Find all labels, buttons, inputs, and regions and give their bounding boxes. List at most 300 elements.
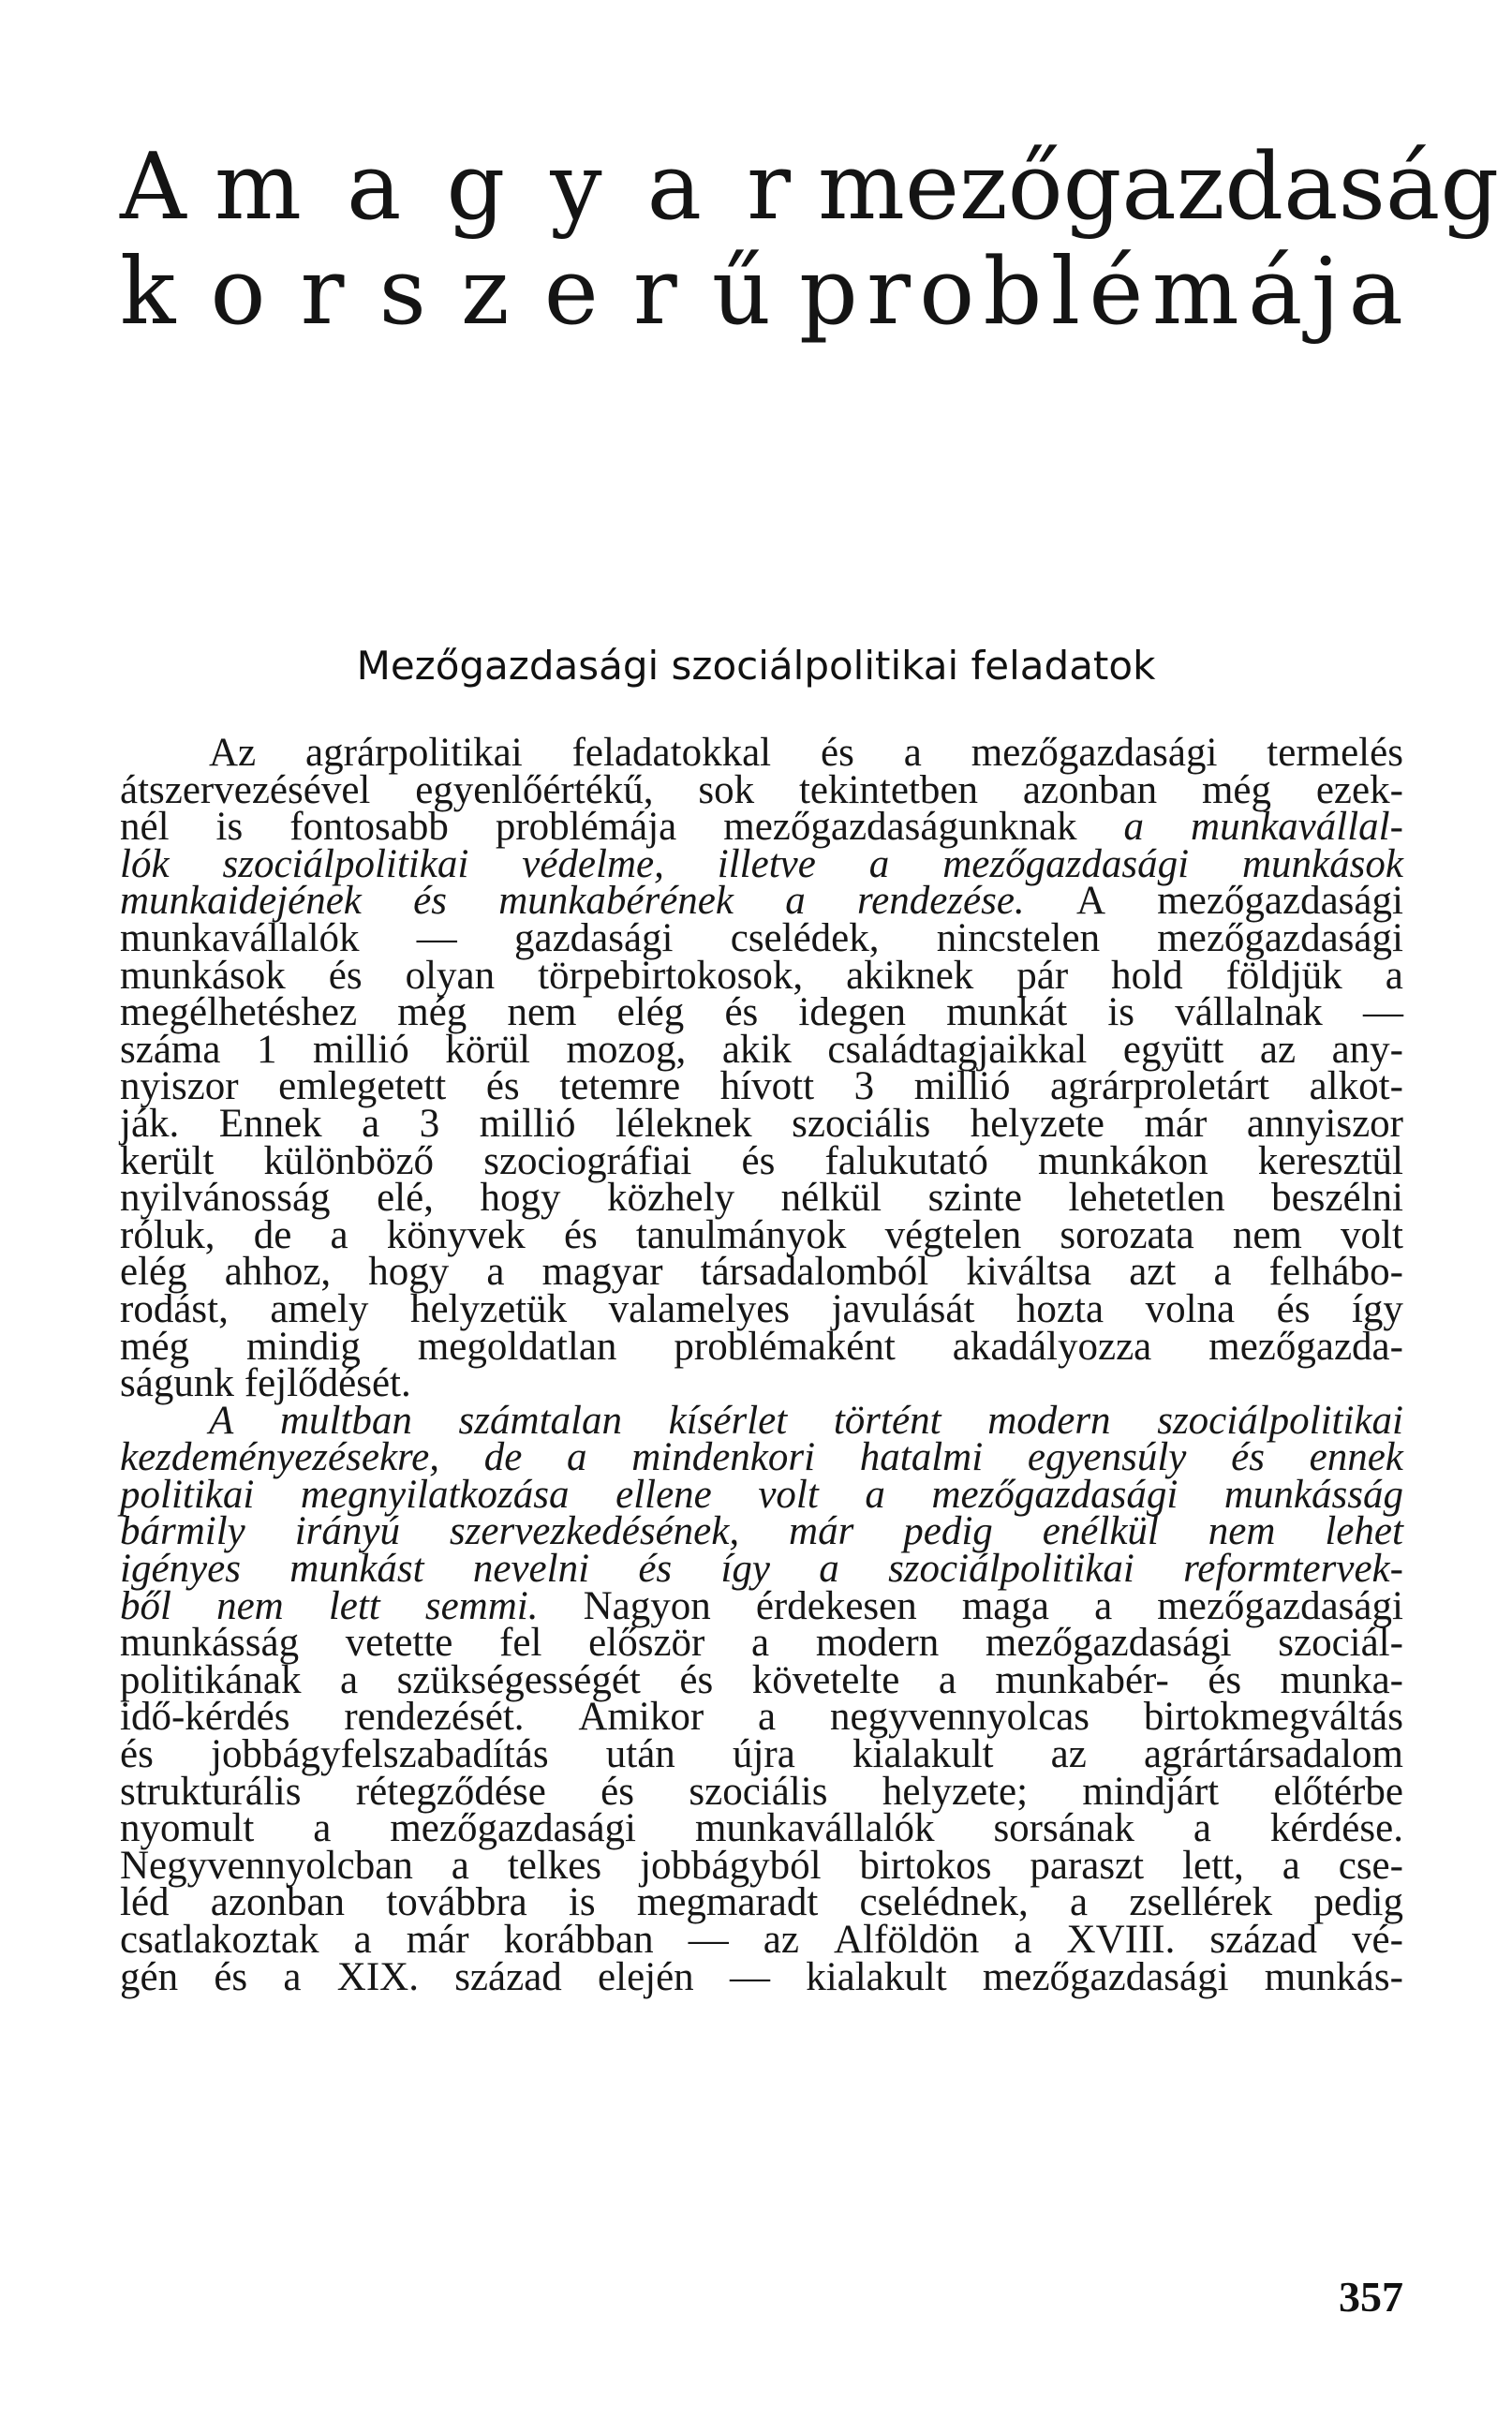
title-letter: r <box>300 239 345 346</box>
title-word <box>120 131 187 244</box>
word: a <box>362 1101 380 1146</box>
word: munkát <box>946 990 1068 1035</box>
word: negyvennyolcas <box>830 1695 1090 1740</box>
word: de <box>253 1212 292 1257</box>
word: megoldatlan <box>417 1324 617 1369</box>
word: nélkül <box>780 1176 882 1221</box>
word: társadalomból <box>700 1250 929 1295</box>
word: irányú <box>294 1509 400 1554</box>
word: azt <box>1129 1250 1177 1295</box>
word: enélkül <box>1042 1509 1159 1554</box>
word: elején <box>598 1954 694 1999</box>
word: fel <box>499 1621 542 1666</box>
word: munkákon <box>1038 1138 1208 1183</box>
title-letter: a <box>346 134 402 241</box>
text-line <box>120 1547 1403 1592</box>
word: — <box>688 1918 729 1962</box>
title-letter: l <box>1050 239 1081 346</box>
word: lett <box>328 1583 380 1628</box>
word: így <box>1351 1286 1403 1331</box>
word: körül <box>445 1027 530 1072</box>
word: a <box>1282 1843 1300 1888</box>
word: hogy <box>368 1250 450 1295</box>
word: nyilvánosság <box>120 1176 331 1221</box>
word: még <box>120 1324 190 1369</box>
title-letter: a <box>646 134 703 241</box>
text-line <box>120 1101 1403 1146</box>
word: 1 <box>256 1027 277 1072</box>
word: Az <box>209 731 257 775</box>
word: hozta <box>1015 1286 1104 1331</box>
text-line <box>120 915 1403 960</box>
word: ják. <box>120 1101 180 1146</box>
title-letter: p <box>799 239 858 346</box>
word: kezdeményezésekre, <box>120 1435 439 1480</box>
title-letter: z <box>958 134 1008 241</box>
word: a <box>1070 1880 1089 1925</box>
word: átszervezésével <box>120 767 371 812</box>
word: szociálpolitikai <box>888 1547 1134 1592</box>
word: idegen <box>798 990 907 1035</box>
word: léleknek <box>615 1101 752 1146</box>
word: követelte <box>751 1657 900 1702</box>
word: munkabérének <box>498 879 734 924</box>
word: a <box>903 731 922 775</box>
title-letter: m <box>1151 239 1239 346</box>
word: rétegződése <box>355 1769 546 1814</box>
word: olyan <box>405 953 496 998</box>
word: mezőgazdasági <box>982 1954 1229 1999</box>
word: védelme, <box>522 841 664 886</box>
word: század <box>1209 1918 1317 1962</box>
word: is <box>215 805 244 850</box>
title-letter: é <box>1089 239 1144 346</box>
title-letter: a <box>1283 134 1339 241</box>
word: a <box>330 1212 348 1257</box>
text-line <box>120 1880 1403 1925</box>
word: a <box>451 1843 469 1888</box>
word: és <box>214 1954 248 1999</box>
word: először <box>588 1621 705 1666</box>
word: is <box>1107 990 1135 1035</box>
word: számtalan <box>458 1398 622 1443</box>
title-letter: ő <box>1007 134 1063 241</box>
title-word <box>818 131 1500 244</box>
word: jobbágyból <box>640 1843 822 1888</box>
title-letter: o <box>919 239 975 346</box>
word: munkások <box>120 953 286 998</box>
word: száma <box>120 1027 221 1072</box>
word: és <box>600 1769 634 1814</box>
word: a <box>486 1250 505 1295</box>
word: is <box>568 1880 596 1925</box>
word: amely <box>270 1286 369 1331</box>
word: és <box>741 1138 776 1183</box>
word: Ennek <box>218 1101 322 1146</box>
word: mezőgazdasági <box>1157 1583 1403 1628</box>
word: multban <box>279 1398 412 1443</box>
title-letter: m <box>215 134 302 241</box>
word: idő-kérdés <box>120 1695 290 1740</box>
word: még <box>1201 767 1271 812</box>
word: szükségességét <box>396 1657 641 1702</box>
word: reformtervek- <box>1183 1547 1403 1592</box>
word: ságunk <box>120 1361 234 1406</box>
word: és <box>821 731 854 775</box>
word: róluk, <box>120 1212 215 1257</box>
word: helyzete; <box>882 1769 1029 1814</box>
word: újra <box>732 1732 795 1777</box>
word: any- <box>1331 1027 1403 1072</box>
word: cselédek, <box>730 915 880 960</box>
word: de <box>483 1435 523 1480</box>
title-letter: y <box>550 134 602 241</box>
title-letter: g <box>1440 134 1500 241</box>
word: így <box>720 1547 770 1592</box>
word: mindjárt <box>1082 1769 1220 1814</box>
word: mozog, <box>566 1027 687 1072</box>
page-number: 357 <box>1339 2273 1403 2321</box>
word: és <box>563 1212 598 1257</box>
word: munkásság <box>120 1621 300 1666</box>
word: a <box>1123 805 1145 850</box>
word: — <box>1362 990 1403 1035</box>
word: és <box>1208 1657 1242 1702</box>
word: kialakult <box>852 1732 994 1777</box>
word: feladatokkal <box>571 731 772 775</box>
word: egyenlőértékű, <box>415 767 654 812</box>
word: munkás- <box>1264 1954 1403 1999</box>
text-line <box>120 1806 1403 1851</box>
word: munkabér- <box>995 1657 1169 1702</box>
word: vetette <box>345 1621 453 1666</box>
title-letter: e <box>904 134 959 241</box>
text-line <box>120 1212 1403 1257</box>
word: és <box>638 1547 673 1592</box>
word: volt <box>758 1472 819 1517</box>
text-line <box>120 805 1403 850</box>
text-line <box>120 841 1403 886</box>
title-line-1 <box>120 131 1500 244</box>
title-letter: r <box>867 239 911 346</box>
word: vé- <box>1352 1918 1403 1962</box>
word: beszélni <box>1271 1176 1403 1221</box>
word: nem <box>507 990 577 1035</box>
word: tekintetben <box>798 767 978 812</box>
title-letter: a <box>1348 239 1403 346</box>
word: kérdése. <box>1269 1806 1403 1851</box>
word: a <box>865 1472 885 1517</box>
word: a <box>751 1621 770 1666</box>
title-letter: ű <box>711 239 771 346</box>
word: millió <box>312 1027 409 1072</box>
word: birtokos <box>859 1843 992 1888</box>
text-line <box>120 767 1403 812</box>
word: hatalmi <box>859 1435 984 1480</box>
word: megélhetéshez <box>120 990 358 1035</box>
word: semmi. <box>424 1583 539 1628</box>
word: helyzetük <box>409 1286 568 1331</box>
title-letter: s <box>378 239 426 346</box>
word: annyiszor <box>1246 1101 1403 1146</box>
word: XIX. <box>336 1954 419 1999</box>
word: cselédnek, <box>859 1880 1029 1925</box>
word: 3 <box>419 1101 440 1146</box>
word: munkavállalók <box>694 1806 935 1851</box>
word: lók <box>120 841 170 886</box>
title-letter: r <box>747 134 791 241</box>
title-letter: k <box>120 239 176 346</box>
word: törpebirtokosok, <box>538 953 804 998</box>
word: agrárproletárt <box>1050 1064 1270 1109</box>
word: közhely <box>606 1176 735 1221</box>
word: rodást, <box>120 1286 229 1331</box>
word: könyvek <box>386 1212 526 1257</box>
word: lett, <box>1182 1843 1244 1888</box>
word: és <box>1231 1435 1265 1480</box>
word: elég <box>616 990 685 1035</box>
word: zsellérek <box>1129 1880 1273 1925</box>
word: pár <box>1016 953 1069 998</box>
text-line <box>120 990 1403 1035</box>
word: modern <box>815 1621 940 1666</box>
word: Amikor <box>578 1695 704 1740</box>
text-line <box>120 1286 1403 1331</box>
word: hívott <box>719 1064 815 1109</box>
word: a <box>567 1435 587 1480</box>
word: szociális <box>689 1769 828 1814</box>
word: szociálpolitikai <box>1157 1398 1403 1443</box>
word: a <box>785 879 806 924</box>
word: tanulmányok <box>635 1212 847 1257</box>
text-line <box>120 1918 1403 1962</box>
word: az <box>1050 1732 1087 1777</box>
title-letter: r <box>632 239 677 346</box>
word: jobbágyfelszabadítás <box>211 1732 549 1777</box>
word: került <box>120 1138 215 1183</box>
word: javulását <box>831 1286 975 1331</box>
title-line-2 <box>120 236 1403 349</box>
text-line <box>120 1769 1403 1814</box>
word: mezőgazdasági <box>942 841 1190 886</box>
title-word <box>215 131 791 244</box>
title-letter: á <box>1248 239 1303 346</box>
word: végtelen <box>884 1212 1022 1257</box>
word: nél <box>120 805 170 850</box>
word: nem <box>216 1583 284 1628</box>
word: valamelyes <box>608 1286 791 1331</box>
word: egyensúly <box>1027 1435 1187 1480</box>
word: lehetetlen <box>1068 1176 1225 1221</box>
title-letter: á <box>1385 134 1441 241</box>
word: munkaidejének <box>120 879 362 924</box>
word: helyzete <box>970 1101 1104 1146</box>
word: munkást <box>289 1547 424 1592</box>
word: már <box>789 1509 854 1554</box>
word: modern <box>987 1398 1111 1443</box>
section-heading: Mezőgazdasági szociálpolitikai feladatok <box>356 643 1156 689</box>
word: és <box>1276 1286 1311 1331</box>
word: azonban <box>210 1880 346 1925</box>
word: A <box>1075 879 1106 924</box>
word: bármily <box>120 1509 245 1554</box>
word: csatlakoztak <box>120 1918 319 1962</box>
word: és <box>724 990 759 1035</box>
word: munkavállalók <box>120 915 360 960</box>
word: igényes <box>120 1547 241 1592</box>
word: léd <box>120 1880 170 1925</box>
word: együtt <box>1122 1027 1224 1072</box>
word: ahhoz, <box>224 1250 332 1295</box>
word: még <box>397 990 467 1035</box>
word: elég <box>120 1250 187 1295</box>
text-line <box>120 1583 1403 1628</box>
text-line <box>120 1954 1403 1999</box>
word: nem <box>1232 1212 1302 1257</box>
word: politikának <box>120 1657 302 1702</box>
word: század <box>454 1954 562 1999</box>
word: és <box>413 879 447 924</box>
text-line <box>120 1732 1403 1777</box>
word: a <box>819 1547 839 1592</box>
word: Nagyon <box>583 1583 711 1628</box>
title-letter: g <box>446 134 506 241</box>
word: rendezése. <box>856 879 1025 924</box>
word: korábban <box>503 1918 654 1962</box>
word: szociográfiai <box>483 1138 692 1183</box>
word: hold <box>1111 953 1183 998</box>
word: mindenkori <box>631 1435 816 1480</box>
text-line <box>120 1176 1403 1221</box>
word: nem <box>1208 1509 1276 1554</box>
word: problémaként <box>674 1324 896 1369</box>
word: alkot- <box>1309 1064 1403 1109</box>
word: maga <box>961 1583 1049 1628</box>
word: ellene <box>615 1472 712 1517</box>
title-letter: b <box>983 239 1043 346</box>
word: sok <box>698 767 755 812</box>
word: volna <box>1145 1286 1236 1331</box>
word: mezőgazda- <box>1208 1324 1403 1369</box>
word: — <box>416 915 457 960</box>
word: ből <box>120 1583 171 1628</box>
word: az <box>763 1918 799 1962</box>
word: lehet <box>1325 1509 1403 1554</box>
word: földjük <box>1225 953 1342 998</box>
word: azonban <box>1022 767 1158 812</box>
word: megmaradt <box>636 1880 819 1925</box>
word: A <box>209 1398 234 1443</box>
word: politikai <box>120 1472 255 1517</box>
title-letter: g <box>1062 134 1122 241</box>
text-line <box>120 1472 1403 1517</box>
title-letter: z <box>1176 134 1225 241</box>
word: Alföldön <box>834 1918 980 1962</box>
word: munka- <box>1280 1657 1403 1702</box>
word: falukutató <box>824 1138 988 1183</box>
word: után <box>605 1732 675 1777</box>
word: szinte <box>927 1176 1022 1221</box>
word: fontosabb <box>289 805 449 850</box>
word: akik <box>721 1027 792 1072</box>
text-line <box>120 1843 1403 1888</box>
word: rendezését. <box>344 1695 525 1740</box>
word: kísérlet <box>668 1398 788 1443</box>
word: a <box>868 841 890 886</box>
word: problémája <box>495 805 677 850</box>
word: történt <box>833 1398 941 1443</box>
word: emlegetett <box>278 1064 447 1109</box>
title-word <box>120 236 771 349</box>
word: 3 <box>853 1064 875 1109</box>
text-line <box>120 1621 1403 1666</box>
word: tetemre <box>559 1064 681 1109</box>
word: nevelni <box>472 1547 590 1592</box>
word: mindig <box>246 1324 361 1369</box>
word: agrárpolitikai <box>305 731 523 775</box>
word: XVIII. <box>1066 1918 1176 1962</box>
text-line <box>120 953 1403 998</box>
word: mezőgazdasági <box>985 1621 1232 1666</box>
word: paraszt <box>1030 1843 1145 1888</box>
text-line <box>120 1138 1403 1183</box>
title-word <box>799 236 1403 349</box>
word: mezőgazdasági <box>1157 879 1403 924</box>
word: mezőgazdasági <box>931 1472 1178 1517</box>
title-letter: m <box>818 134 905 241</box>
word: hogy <box>480 1176 561 1221</box>
word: illetve <box>717 841 816 886</box>
text-line <box>120 879 1403 924</box>
body-text <box>120 731 1403 1999</box>
text-line <box>120 1361 1403 1406</box>
title-letter: o <box>210 239 266 346</box>
word: — <box>729 1954 770 1999</box>
title-letter: e <box>543 239 599 346</box>
word: a <box>1094 1583 1113 1628</box>
word: strukturális <box>120 1769 302 1814</box>
word: az <box>1259 1027 1297 1072</box>
word: a <box>1014 1918 1032 1962</box>
word: a <box>313 1806 332 1851</box>
word: és <box>120 1732 154 1777</box>
word: szociál- <box>1278 1621 1403 1666</box>
word: mezőgazdasági <box>971 731 1218 775</box>
word: már <box>406 1918 469 1962</box>
word: szociálpolitikai <box>222 841 469 886</box>
word: nincstelen <box>936 915 1101 960</box>
word: gén <box>120 1954 179 1999</box>
word: Negyvennyolcban <box>120 1843 413 1888</box>
word: felhábo- <box>1268 1250 1403 1295</box>
word: a <box>1385 953 1403 998</box>
word: keresztül <box>1257 1138 1403 1183</box>
word: vállalnak <box>1175 990 1323 1035</box>
word: előtérbe <box>1273 1769 1403 1814</box>
text-line <box>120 1657 1403 1702</box>
word: pedig <box>1313 1880 1403 1925</box>
word: már <box>1144 1101 1208 1146</box>
word: ezek- <box>1315 767 1403 812</box>
word: millió <box>479 1101 576 1146</box>
word: érdekesen <box>755 1583 917 1628</box>
word: kiváltsa <box>966 1250 1092 1295</box>
text-line <box>120 1435 1403 1480</box>
title-letter: z <box>461 239 510 346</box>
word: a <box>1193 1806 1211 1851</box>
word: volt <box>1341 1212 1403 1257</box>
word: különböző <box>263 1138 435 1183</box>
